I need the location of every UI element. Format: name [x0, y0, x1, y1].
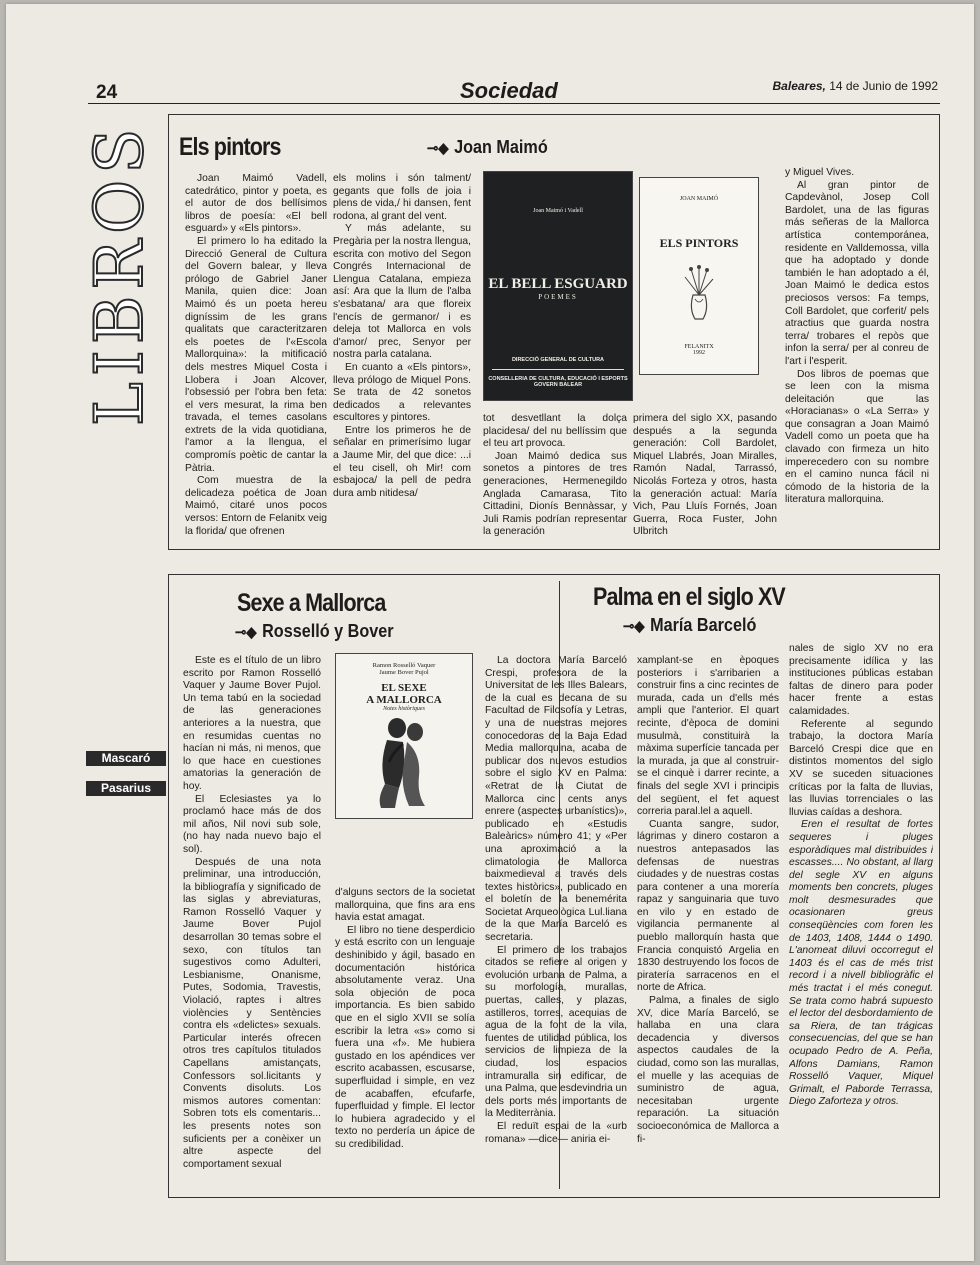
book-title: ELS PINTORS: [659, 236, 739, 250]
article-title-palma: Palma en el siglo XV: [593, 583, 785, 611]
article-byline-palma: [623, 615, 756, 636]
paragraph: El primero lo ha editado la Direcció General de Cultura del Govern balear, y lleva prólogo de Gabriel Janer Manila, quien dice: Joan Maimó és un poeta hereu digníssim de les grans qualitats que caracteritzaren els poetes de l'«Escola Mallorquina»: la mitificació dels mestres Miquel Costa i Llobera i Joan Alcover, l'obsessió per l'obra ben feta: el vers mesurat, la rima ben travada, el temes casolans extrets de la vida quotidiana, l'amor a la llengua, el compromís poètic de cantar la Pàtria.: [185, 235, 327, 474]
paragraph: Al gran pintor de Capdevànol, Josep Coll Bardolet, una de las figuras más señeras de la Mallorca artística contemporánea, residente en Valldemossa, villa que ha adoptado y donde también le han adoptado a él, Joan Maimó le dedica estos preciosos versos: Fa temps, Coll Bardolet, que corferit/ pels atractius que guarda nostra terra/ trobares el repòs que infon la serra/ per al conreu de l'art i l'esperit.: [785, 179, 929, 367]
book-author: JOAN MAIMÓ: [679, 196, 719, 202]
book-author-2: Jaume Bover Pujol: [379, 669, 429, 676]
paragraph: Este es el título de un libro escrito por Ramon Rosselló Vaquer y Jaume Bover Pujol. Un tema tabú en la sociedad de las generaciones anteriores a la nuestra, que en resumidas cuentas no hacían ni más, ni menos, que lo que hace en cuestiones amatorias la generación de hoy.: [183, 655, 321, 792]
dateline-place: Baleares,: [772, 79, 826, 93]
paragraph: El primero de los trabajos citados se refiere al origen y evolución urbana de Palma, a su morfología, murallas, puertas, calles, y plazas, astilleros, torres, acequias de agua de la font de la vila, fuentes de utilidad pública, los servicios de limpieza de la ciudad, los espacios intramuralla sin edificar, de una Palma, que esdevindria un dels ports més importants de la Mediterrània.: [485, 944, 627, 1120]
book-cover-el-bell-esguard: [483, 171, 633, 401]
paragraph: xamplant-se en èpoques posteriors i s'arribarien a construir fins a cinc recintes de murada, cada un d'ells més ampli que l'anterior. El quart recinte, d'època de domini musulmà, constituirà la màxima superfície tancada per la murada, ja que al construir-se el cinquè i darrer recinte, a finals del segle XVI i principis del següent, el fet aquest correria paral.lel a aquell.: [637, 655, 779, 818]
book-divider: [492, 369, 624, 370]
paragraph: El reduït espai de la «urb romana» —dice— aniria ei-: [485, 1120, 627, 1145]
book-title-2: A MALLORCA: [366, 694, 442, 706]
name-tag-mascaro: Mascaró: [86, 751, 166, 766]
book-publisher: DIRECCIÓ GENERAL DE CULTURA: [511, 357, 605, 363]
page-header: [88, 76, 940, 104]
article-byline-sexe: [235, 621, 394, 642]
byline-author: María Barceló: [650, 615, 757, 635]
paragraph: d'alguns sectors de la societat mallorquina, que fins ara ens havia estat amagat.: [335, 887, 475, 924]
byline-author: Joan Maimó: [454, 137, 548, 157]
paragraph: Y más adelante, su Pregària per la nostra llengua, escrita con motivo del Segon Congrés Internacional de Llengua Catalana, empieza así: Ara que la llum de l'alba s'esbatana/ ara que floreix l'encís de germanor/ i es deleja tot Mallorca en vols d'amor/ prec, Senyor per nostra parla catalana.: [333, 223, 471, 361]
book-author-1: Ramon Rosselló Vaquer: [372, 662, 436, 669]
book-title: EL BELL ESGUARD: [488, 276, 628, 292]
dateline: [773, 79, 938, 93]
sexe-column-2: [335, 887, 475, 1185]
vase-of-brushes-illustration: [679, 265, 719, 323]
paragraph: els molins i són talment/ gegants que folls de joia i plens de vida,/ hi dansen, fent rodona, al grant del vent.: [333, 173, 471, 222]
paragraph: El libro no tiene desperdicio y está escrito con un lenguaje deshinibido y ágil, basado en documentación histórica absolutamente veraz. Una sola objeción de poca importancia. Es bien sabido que en el siglo XVII se solía escribir la letra «s» como si fuera una «f». Me hubiera gustado en los apéndices ver escrito acabassen, escusarse, superfluidad i simple, en vez de acabaffen, efcufarfe, fuperfluidad y fimple. El lector lo hubiera agradecido y el texto no perdería un ápice de su credibilidad.: [335, 924, 475, 1150]
book-cover-els-pintors: [639, 177, 759, 375]
paragraph: Joan Maimó dedica sus sonetos a pintores de tres generaciones, Hermenegildo Anglada Camarasa, Tito Cittadini, Dionís Bennàssar, y Juli Ramis podrían representar la generación: [483, 450, 627, 538]
paragraph: Com muestra de la delicadeza poética de Joan Maimó, citaré unos pocos versos: Entorn de Felanitx veig la florida/ que ofrenen: [185, 475, 327, 537]
byline-arrow-icon: ⊸◆: [623, 618, 645, 635]
article-title-sexe: Sexe a Mallorca: [237, 589, 386, 617]
article-column-5: [785, 167, 929, 547]
book-subtitle: Notes històriques: [383, 706, 425, 712]
section-title: Sociedad: [460, 78, 558, 103]
paragraph: nales de siglo XV no era precisamente idílica y las instituciones públicas estaban faltas de dinero para poder hacer frente a estas calamidades.: [789, 643, 933, 717]
article-byline: [427, 137, 548, 158]
paragraph: y Miguel Vives.: [785, 167, 855, 178]
article-column-3: [483, 413, 627, 547]
byline-arrow-icon: ⊸◆: [235, 624, 257, 641]
sexe-column-1: [183, 655, 321, 1185]
paragraph: Dos libros de poemas que se leen con la misma deleitación que las «Horacianas» o «La Serra» y que consagran a Joan Maimó Vadell como un poeta que ha clavado con firmeza un hito imperecedero con su nombre en el camino nunca fácil ni cómodo de la historia de la literatura mallorquina.: [785, 368, 929, 506]
article-column-1: [185, 173, 327, 547]
paragraph: La doctora María Barceló Crespi, profesora de la Universitat de les Illes Balears, de la cual es decana de su Facultad de Filosofía y Letras, y una de nuestras mejores conocedoras de la Baja Edad Media mallorquina, acaba de publicar dos nuevos estudios sobre el siglo XV en Palma: «Retrat de la Ciutat de Mallorca cinc cents anys enrere (aspectes urbanístics)», publicado en «Estudis Baleàrics» número 41; y «Per una aproximació a la climatologia de Mallorca baixmedieval a través dels textes històrics», publicado en el boletín de la benemérita Societat Arqueològica Lul.liana de la que María Barceló es secretaria.: [485, 655, 627, 944]
palma-column-2: [637, 655, 779, 1185]
paragraph: Cuanta sangre, sudor, lágrimas y dinero costaron a nuestros antepasados las defensas de nuestras ciudades y de nuestras costas para contener a una morería rapaz y sanguinaria que tuvo en vilo y en estado de vigilancia permanente al pueblo mallorquín hasta que Francia conquistó Argelia en 1830 destruyendo los focos de piratería sarracenos en el norte de Africa.: [637, 818, 779, 994]
book-publisher-3: GOVERN BALEAR: [533, 382, 583, 388]
byline-author: Rosselló y Bover: [262, 621, 394, 641]
book-city: FELANITX: [684, 344, 714, 350]
book-publisher-2: CONSELLERIA DE CULTURA, EDUCACIÓ I ESPORTS: [488, 376, 628, 382]
libros-section-word: LIBROS: [81, 122, 158, 426]
paragraph: El Eclesiastes ya lo proclamó hace más de dos mil años, Nil novi sub sole, (no hay nada nuevo bajo el sol).: [183, 793, 321, 855]
couple-illustration: [359, 714, 449, 810]
paragraph: primera del siglo XX, pasando después a la segunda generación: Coll Bardolet, Miquel Llabrés, Joan Miralles, Ramón Nadal, Tarrassó, Nicolás Forteza y otros, hasta la generación actual: María Vich, Pau Lluís Fornés, Joan Guerra, Roca Fuster, John Ulbritch: [633, 413, 777, 538]
palma-column-1: [485, 655, 627, 1185]
byline-arrow-icon: ⊸◆: [427, 140, 449, 157]
paragraph: Referente al segundo trabajo, la doctora María Barceló Crespi dice que en distintos momentos del siglo XV se suceden situaciones críticas por la falta de lluvias, las lluvias torrenciales o las lluvias caídas a deshora.: [789, 718, 933, 818]
book-year: 1992: [693, 350, 705, 356]
paragraph: Después de una nota preliminar, una introducción, la bibliografía y significado de las siglas y abreviaturas, Ramon Rosselló Vaquer y Jaume Bover Pujol desarrollan 30 temas sobre el sexo, con títulos tan sugestivos como Adulteri, Lesbianisme, Onanisme, Putes, Sodomia, Travestis, Violació, raptes i altres violències y Sentències contra els «delictes» sexuals. Particular interés ofrecen otros tres capítulos titulados Capellans amistançats, Confessors sol.licitants y Convents disoluts. Los mismos autores comentan: Sobren tots els comentaris... les presents notes son suficients per a conèixer un altre aspecte del comportament sexual: [183, 856, 321, 1170]
article-title: Els pintors: [179, 133, 281, 161]
dateline-date: 14 de Junio de 1992: [829, 79, 938, 93]
paragraph: Entre los primeros he de señalar en primerísimo lugar a Jaume Mir, del que dice: ...i el teu cisell, oh Mir! com esbajoca/ la pell de pedra dura amb nitidesa/: [333, 424, 471, 499]
article-column-4: [633, 413, 777, 547]
book-author: Joan Maimó i Vadell: [533, 208, 583, 214]
paragraph: En cuanto a «Els pintors», lleva prólogo de Miquel Pons. Se trata de 42 sonetos dedicados a relevantes escultores y pintores.: [333, 361, 471, 424]
article-column-2: [333, 173, 471, 547]
book-cover-el-sexe: [335, 653, 473, 819]
newspaper-page: [6, 4, 974, 1261]
bottom-articles: [168, 574, 940, 1198]
name-tag-pasarius: Pasarius: [86, 781, 166, 796]
paragraph: Eren el resultat de fortes sequeres i pluges esporàdiques mal distribuides i escasses.... No obstant, al llarg del segle XV en alguns moments ben concrets, pluges molt desmesurades que ocasionaren greus conseqüències com foren les de 1403, 1408, 1444 o 1490. L'anomeat diluvi occorregut el 1403 és el cas de més trist record i a nivell bibliogràfic el més tractat i el més conegut. Se trata como habrá supuesto el lector del desbordamiento de sa Riera, de tan trágicas consecuencias, del que se han ocupado Pedro de A. Peña, Alfons Damians, Ramon Rosselló Vaquer, Miquel Grimalt, el Paborde Terrassa, Diego Zaforteza y otros.: [789, 819, 933, 1108]
book-subtitle: POEMES: [538, 293, 578, 301]
paragraph: Palma, a finales de siglo XV, dice María Barceló, se hallaba en una clara decadencia y diversos aspectos caudales de la ciudad, como son las murallas, el muelle y las acequias de suministro de agua, necesitaban urgente reparación. La situación socioeconómica de Mallorca a fi-: [637, 995, 779, 1145]
book-title-1: EL SEXE: [381, 682, 427, 694]
paragraph: tot desvetllant la dolça placidesa/ del nu bellíssim que el teu art provoca.: [483, 413, 627, 450]
page-number: 24: [96, 82, 118, 103]
palma-column-3: [789, 643, 933, 1185]
paragraph: Joan Maimó Vadell, catedrático, pintor y poeta, es el autor de dos bellísimos libros de poesía: «El bell esguard» y «Els pintors».: [185, 173, 327, 235]
article-els-pintors: [168, 114, 940, 550]
